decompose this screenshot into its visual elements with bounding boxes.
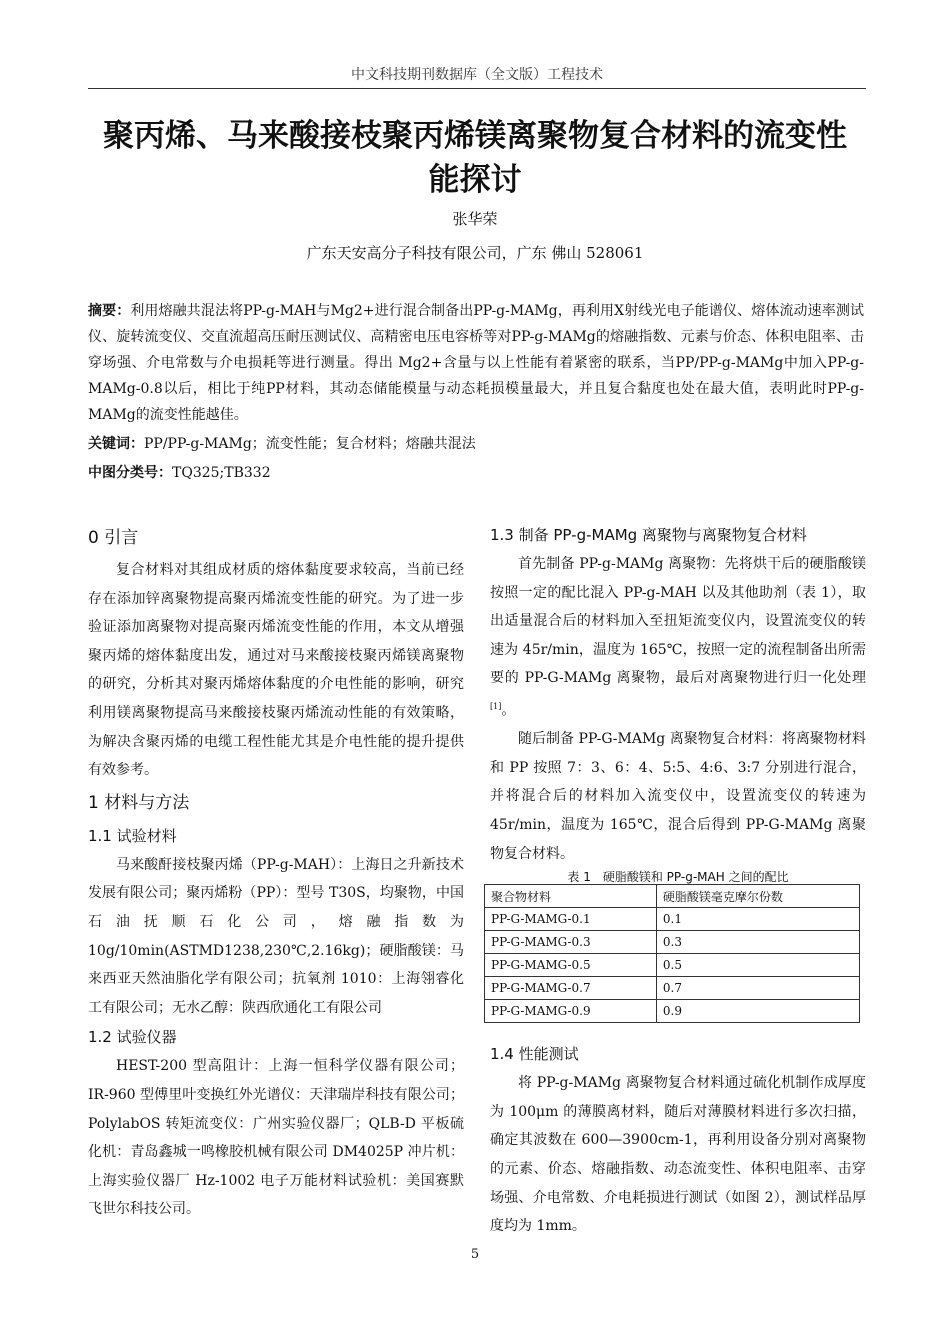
table-cell: 0.7 <box>656 977 859 1000</box>
table-row <box>485 1000 860 1023</box>
title-line-1: 聚丙烯、马来酸接枝聚丙烯镁离聚物复合材料的流变性 <box>103 118 847 154</box>
title-line-2: 能探讨 <box>428 162 522 198</box>
section-0-heading: 0 引言 <box>88 528 139 548</box>
running-header: 中文科技期刊数据库（全文版）工程技术 <box>351 67 603 83</box>
table-cell: 0.1 <box>656 908 859 931</box>
section-1-4-heading: 1.4 性能测试 <box>490 1045 579 1064</box>
abstract-text: 利用熔融共混法将PP-g-MAH与Mg2+进行混合制备出PP-g-MAMg，再利用X射线光电子能谱仪、熔体流动速率测试仪、旋转流变仪、交直流超高压耐压测试仪、高精密电压电容桥等对PP-g-MAMg的熔融指数、元素与价态、体积电阻率、击穿场强、介电常数与介电损耗等进行测量。得出 Mg2+含量与以上性能有着紧密的联系，当PP/PP-g-MAMg中加入PP-g-MAMg-0.8以后，相比于纯PP材料，其动态储能模量与动态耗损模量最大，并且复合黏度也处在最大值，表明此时PP-g-MAMg的流变性能越佳。 <box>88 303 864 423</box>
section-1-3-paragraph-2: 随后制备 PP-G-MAMg 离聚物复合材料：将离聚物材料和 PP 按照 7：3、6：4、5:5、4:6、3:7 分别进行混合，并将混合后的材料加入流变仪中，设置流变仪的转速为 45r/min，温度为 165℃，混合后得到 PP-G-MAMg 离聚物复合材料。 <box>490 731 866 862</box>
keywords <box>88 433 864 453</box>
ratio-table <box>484 884 860 1023</box>
table-row <box>485 977 860 1000</box>
affiliation: 广东天安高分子科技有限公司，广东 佛山 528061 <box>306 244 644 262</box>
table-cell: PP-G-MAMG-0.7 <box>485 977 657 1000</box>
section-1-3-paragraph-1 <box>490 550 866 725</box>
table-header-cell: 硬脂酸镁毫克摩尔份数 <box>656 885 859 908</box>
table-cell: PP-G-MAMG-0.5 <box>485 954 657 977</box>
table-cell: PP-G-MAMG-0.1 <box>485 908 657 931</box>
page-number: 5 <box>470 1247 480 1262</box>
section-1-1-paragraph: 马来酸酐接枝聚丙烯（PP-g-MAH）：上海日之升新技术发展有限公司；聚丙烯粉（PP）：型号 T30S，均聚物，中国石油抚顺石化公司，熔融指数为10g/10min(ASTMD1238,230℃,2.16kg)；硬脂酸镁：马来西亚天然油脂化学有限公司；抗氧剂 1010：上海翎睿化工有限公司；无水乙醇：陕西欣通化工有限公司 <box>88 856 464 1016</box>
table-header-row <box>485 885 860 908</box>
classification <box>88 462 864 482</box>
abstract-label: 摘要： <box>88 303 131 319</box>
paper-title <box>70 114 880 202</box>
section-1-heading: 1 材料与方法 <box>88 792 190 813</box>
section-1-1-heading: 1.1 试验材料 <box>88 826 177 845</box>
section-1-3-text-end: 。 <box>501 702 516 719</box>
section-0-paragraph: 复合材料对其组成材质的熔体黏度要求较高，当前已经存在添加锌离聚物提高聚丙烯流变性能的研究。为了进一步验证添加离聚物对提高聚丙烯流变性能的作用，本文从增强聚丙烯的熔体黏度出发，通过对马来酸接枝聚丙烯镁离聚物的研究，分析其对聚丙烯熔体黏度的介电性能的影响，研究利用镁离聚物提高马来酸接枝聚丙烯流动性能的有效策略，为解决含聚丙烯的电缆工程性能尤其是介电性能的提升提供有效参考。 <box>88 562 464 779</box>
abstract <box>88 298 864 428</box>
table-cell: 0.9 <box>656 1000 859 1023</box>
left-column <box>88 520 464 1224</box>
section-1-2-paragraph: HEST-200 型高阻计：上海一恒科学仪器有限公司；IR-960 型傅里叶变换红外光谱仪：天津瑞岸科技有限公司；PolylabOS 转矩流变仪：广州实验仪器厂；QLB-D 平板硫化机：青岛鑫城一鸣橡胶机械有限公司 DM4025P 冲片机：上海实验仪器厂 Hz-1002 电子万能材料试验机：美国赛默飞世尔科技公司。 <box>88 1058 464 1218</box>
header-rule <box>88 88 866 89</box>
keywords-label: 关键词： <box>88 436 144 452</box>
table-caption: 表 1 硬脂酸镁和 PP-g-MAH 之间的配比 <box>567 870 789 885</box>
section-1-2-heading: 1.2 试验仪器 <box>88 1028 177 1047</box>
table-cell: PP-G-MAMG-0.9 <box>485 1000 657 1023</box>
classification-text: TQ325;TB332 <box>172 465 271 481</box>
table-cell: 0.3 <box>656 931 859 954</box>
keywords-text: PP/PP-g-MAMg；流变性能；复合材料；熔融共混法 <box>144 436 476 452</box>
citation: [1] <box>490 701 502 711</box>
right-column <box>490 520 866 1241</box>
author: 张华荣 <box>452 210 498 228</box>
section-1-3-text: 首先制备 PP-g-MAMg 离聚物：先将烘干后的硬脂酸镁按照一定的配比混入 PP-g-MAH 以及其他助剂（表 1），取出适量混合后的材料加入至扭矩流变仪内，设置流变仪的转速为 45r/min，温度为 165℃，按照一定的流程制备出所需要的 PP-G-MAMg 离聚物，最后对离聚物进行归一化处理 <box>490 556 866 687</box>
table-row <box>485 954 860 977</box>
section-1-4-paragraph: 将 PP-g-MAMg 离聚物复合材料通过硫化机制作成厚度为 100μm 的薄膜离材料，随后对薄膜材料进行多次扫描，确定其波数在 600—3900cm-1，再利用设备分别对离聚物的元素、价态、熔融指数、动态流变性、体积电阻率、击穿场强、介电常数、介电耗损进行测试（如图 2），测试样品厚度均为 1mm。 <box>490 1075 866 1235</box>
table-cell: PP-G-MAMG-0.3 <box>485 931 657 954</box>
table-header-cell: 聚合物材料 <box>485 885 657 908</box>
section-1-3-heading: 1.3 制备 PP-g-MAMg 离聚物与离聚物复合材料 <box>490 526 807 544</box>
table-row <box>485 931 860 954</box>
table-row <box>485 908 860 931</box>
table-cell: 0.5 <box>656 954 859 977</box>
classification-label: 中图分类号： <box>88 465 172 481</box>
